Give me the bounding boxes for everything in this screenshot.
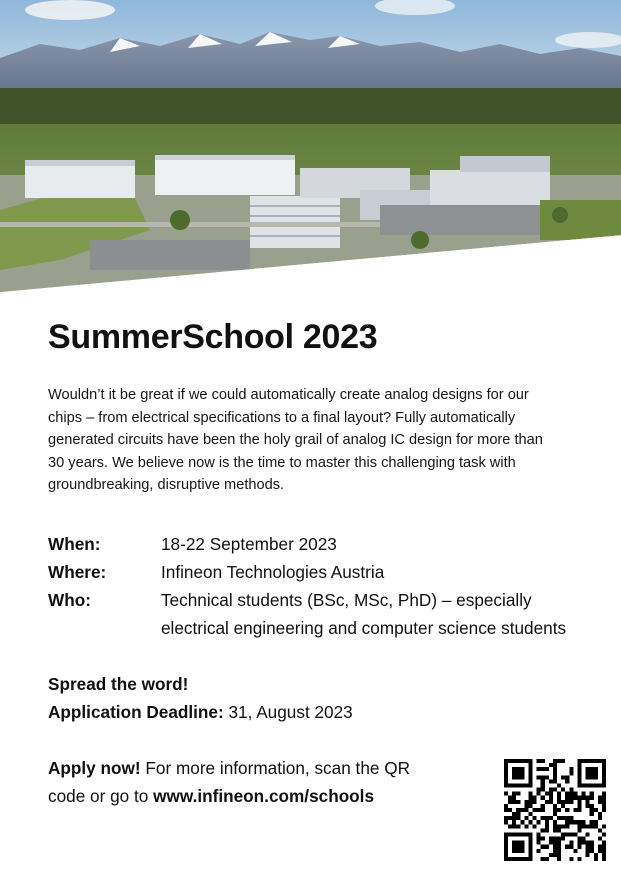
deadline-value: 31, August 2023 [223,702,353,722]
spread-heading: Spread the word! [48,674,189,694]
detail-label: Who: [48,590,91,610]
schools-link[interactable]: www.infineon.com/schools [153,786,375,806]
application-deadline [48,698,353,726]
intro-paragraph: Wouldn’t it be great if we could automatically create analog designs for our chips – from electrical specifications to a final layout? Fully automatically generated circuits have been the holy grail of analog IC design for more than 30 years. We believe now is the time to master this challenging task with groundbreaking, disruptive methods. [48,387,543,493]
detail-label: When: [48,534,101,554]
detail-value: Infineon Technologies Austria [161,562,385,582]
detail-row-who [48,586,608,642]
hero-campus-photo [0,0,621,295]
detail-label: Where: [48,562,107,582]
event-details [48,530,608,642]
page-title: SummerSchool 2023 [48,318,378,356]
apply-lead: Apply now! [48,758,141,778]
detail-row-where [48,558,608,586]
apply-callout [48,754,438,810]
deadline-label: Application Deadline: [48,702,224,722]
qr-code-icon[interactable] [504,759,606,861]
spread-the-word [48,670,353,726]
apply-text: For more information, scan the QR code or go to [48,758,410,806]
detail-value: Technical students (BSc, MSc, PhD) – especially electrical engineering and computer science students [161,590,567,638]
detail-value: 18-22 September 2023 [161,534,337,554]
detail-row-when [48,530,608,558]
